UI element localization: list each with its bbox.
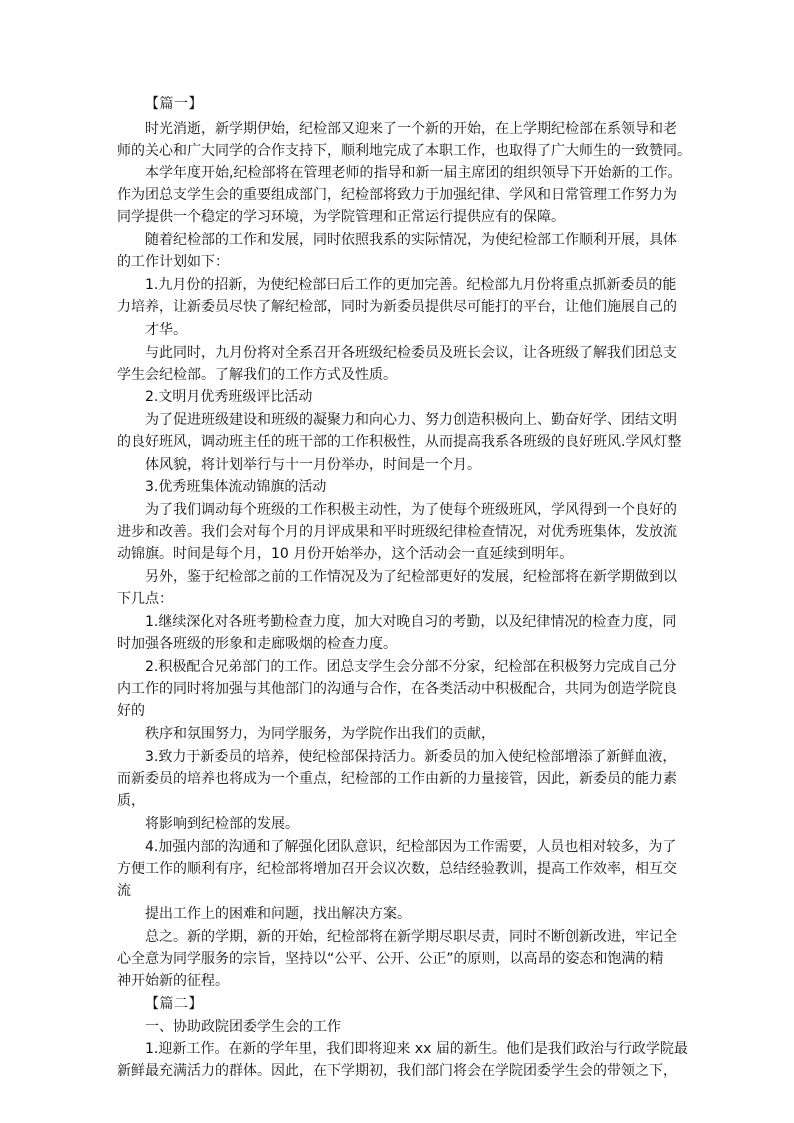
paragraph-line: 进步和改善。我们会对每个月的月评成果和平时班级纪律检查情况，对优秀班集体，发放流 <box>117 524 677 540</box>
paragraph-line: 下几点： <box>117 591 173 607</box>
paragraph-line: 秩序和氛围努力，为同学服务，为学院作出我们的贡献， <box>145 726 495 742</box>
paragraph-line: 提出工作上的困难和问题，找出解决方案。 <box>145 906 411 922</box>
paragraph-line: 作为团总支学生会的重要组成部门，纪检部将致力于加强纪律、学风和日常管理工作努力为 <box>117 187 677 203</box>
paragraph-line: 的良好班风，调动班主任的班干部的工作积极性，从而提高我系各班级的良好班风.学风灯整 <box>117 434 682 450</box>
paragraph-line: 心全意为同学服务的宗旨，坚持以“公平、公开、公正”的原则，以高昂的姿态和饱满的精 <box>117 951 664 967</box>
list-item-line: 4.加强内部的沟通和了解强化团队意识，纪检部因为工作需要，人员也相对较多，为了 <box>145 839 677 855</box>
paragraph-line: 流 <box>117 883 131 899</box>
paragraph-line: 而新委员的培养也将成为一个重点，纪检部的工作由新的力量接管，因此，新委员的能力素 <box>117 771 677 787</box>
paragraph-line: 时光消逝，新学期伊始，纪检部又迎来了一个新的开始，在上学期纪检部在系领导和老 <box>145 121 677 137</box>
list-item-line: 1.继续深化对各班考勤检查力度，加大对晚自习的考勤，以及纪律情况的检查力度，同 <box>145 614 677 630</box>
paragraph-line: 时加强各班级的形象和走廊吸烟的检查力度。 <box>117 636 397 652</box>
paragraph-line: 随着纪检部的工作和发展，同时依照我系的实际情况，为使纪检部工作顺利开展，具体 <box>145 232 677 248</box>
paragraph-line: 方便工作的顺利有序，纪检部将增加召开会议次数，总结经验教训，提高工作效率，相互交 <box>117 861 677 877</box>
paragraph-line: 另外，鉴于纪检部之前的工作情况及为了纪检部更好的发展，纪检部将在新学期做到以 <box>145 569 677 585</box>
paragraph-line: 为了促进班级建设和班级的凝聚力和向心力、努力创造积极向上、勤奋好学、团结文明 <box>145 412 677 428</box>
section-heading-1: 【篇一】 <box>145 96 203 112</box>
paragraph-line: 好的 <box>117 703 145 719</box>
paragraph-line: 体风貌，将计划举行与十一月份举办，时间是一个月。 <box>145 457 481 473</box>
paragraph-line: 动锦旗。时间是每个月，10 月份开始举办，这个活动会一直延续到明年。 <box>117 546 574 562</box>
paragraph-line: 才华。 <box>145 322 187 338</box>
list-item-line: 2.文明月优秀班级评比活动 <box>145 389 313 405</box>
paragraph-line: 力培养，让新委员尽快了解纪检部，同时为新委员提供尽可能打的平台，让他们施展自己的 <box>117 299 677 315</box>
paragraph-line: 内工作的同时将加强与其他部门的沟通与合作，在各类活动中积极配合，共同为创造学院良 <box>117 681 677 697</box>
paragraph-line: 同学提供一个稳定的学习环境，为学院管理和正常运行提供应有的保障。 <box>117 209 565 225</box>
list-item-line: 3.优秀班集体流动锦旗的活动 <box>145 479 327 495</box>
paragraph-line: 神开始新的征程。 <box>117 973 229 989</box>
paragraph-line: 师的关心和广大同学的合作支持下，顺利地完成了本职工作，也取得了广大师生的一致赞同。 <box>117 143 691 159</box>
list-item-line: 3.致力于新委员的培养，使纪检部保持活力。新委员的加入使纪检部增添了新鲜血液， <box>145 749 677 765</box>
list-item-line: 1.九月份的招新，为使纪检部曰后工作的更加完善。纪检部九月份将重点抓新委员的能 <box>145 277 677 293</box>
paragraph-line: 质， <box>117 793 145 809</box>
subsection-heading: 一、协助政院团委学生会的工作 <box>145 1019 341 1035</box>
paragraph-line: 学生会纪检部。了解我们的工作方式及性质。 <box>117 367 397 383</box>
paragraph-line: 总之。新的学期，新的开始，纪检部将在新学期尽职尽责，同时不断创新改进，牢记全 <box>145 929 677 945</box>
list-item-line: 2.积极配合兄弟部门的工作。团总支学生会分部不分家，纪检部在积极努力完成自己分 <box>145 659 677 675</box>
paragraph-line: 将影响到纪检部的发展。 <box>145 816 299 832</box>
paragraph-line: 为了我们调动每个班级的工作积极主动性，为了使每个班级班风，学风得到一个良好的 <box>145 502 677 518</box>
list-item-line: 1.迎新工作。在新的学年里，我们即将迎来 xx 届的新生。他们是我们政治与行政学院最 <box>145 1041 688 1057</box>
paragraph-line: 本学年度开始,纪检部将在管理老师的指导和新一届主席团的组织领导下开始新的工作。 <box>145 165 682 181</box>
paragraph-line: 的工作计划如下： <box>117 254 229 270</box>
paragraph-line: 新鲜最充满活力的群体。因此，在下学期初，我们部门将会在学院团委学生会的带领之下， <box>117 1063 677 1079</box>
section-heading-2: 【篇二】 <box>145 996 203 1012</box>
paragraph-line: 与此同时，九月份将对全系召开各班级纪检委员及班长会议，让各班级了解我们团总支 <box>145 345 677 361</box>
